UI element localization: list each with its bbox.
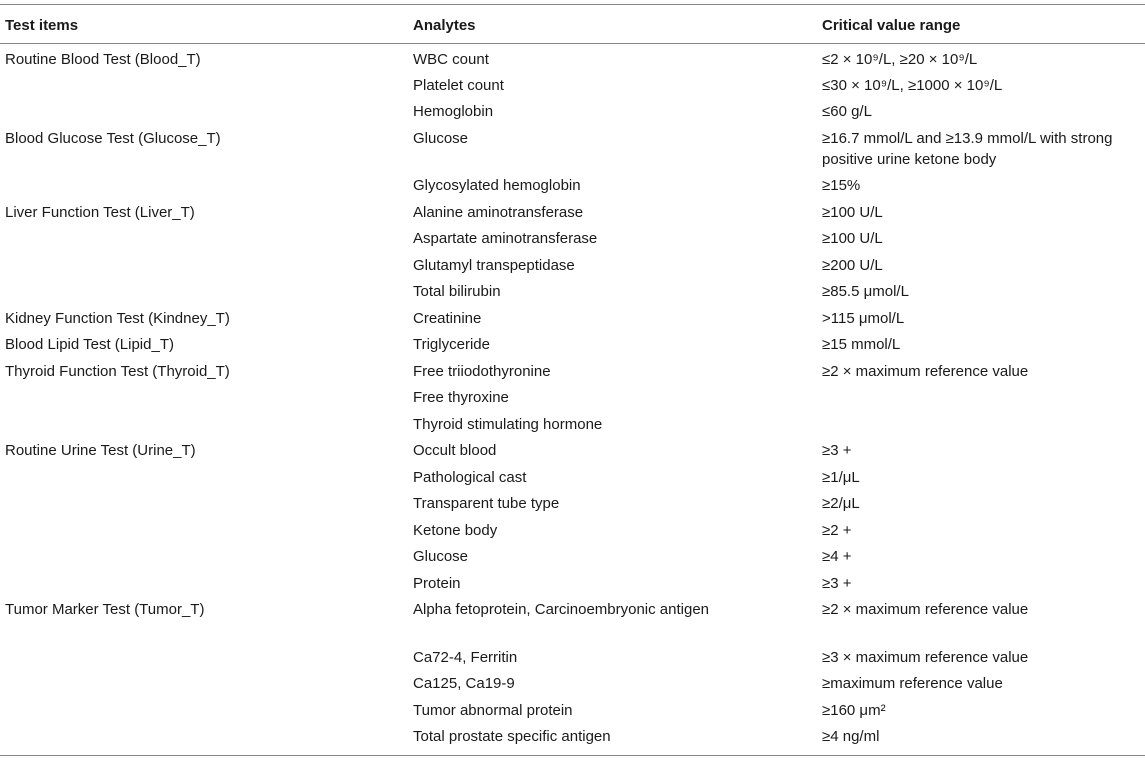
table-row — [0, 277, 1145, 304]
analyte-cell: Total prostate specific antigen — [413, 728, 611, 745]
critical-range-cell: ≥maximum reference value — [822, 675, 1003, 692]
header-critical-value-range: Critical value range — [822, 17, 961, 34]
table-row — [0, 304, 1145, 331]
analyte-cell: Thyroid stimulating hormone — [413, 415, 603, 433]
table-row — [0, 569, 1145, 596]
critical-range-cell: ≥3 + — [822, 442, 852, 459]
table-row — [0, 124, 1145, 172]
table-row — [0, 198, 1145, 225]
analyte-cell: Transparent tube type — [413, 495, 560, 512]
test-item-cell: Thyroid Function Test (Thyroid_T) — [5, 362, 230, 380]
analyte-cell: Glycosylated hemoglobin — [413, 177, 581, 194]
table-row — [0, 436, 1145, 463]
critical-range-cell: ≥3 + — [822, 574, 852, 592]
critical-range-cell: ≥200 U/L — [822, 256, 883, 274]
analyte-cell: Occult blood — [413, 442, 497, 459]
header-analytes: Analytes — [413, 17, 476, 34]
table-row — [0, 463, 1145, 490]
critical-range-cell: ≤30 × 10⁹/L, ≥1000 × 10⁹/L — [822, 76, 1003, 94]
table-row — [0, 330, 1145, 357]
test-item-cell: Routine Blood Test (Blood_T) — [5, 51, 201, 68]
analyte-cell: Ca125, Ca19-9 — [413, 675, 515, 692]
critical-values-table — [0, 4, 1145, 756]
test-item-cell: Kidney Function Test (Kindney_T) — [5, 309, 230, 327]
test-item-cell: Liver Function Test (Liver_T) — [5, 203, 195, 221]
analyte-cell: Tumor abnormal protein — [413, 701, 573, 719]
analyte-cell: Alpha fetoprotein, Carcinoembryonic antigen — [413, 601, 710, 618]
analyte-cell: Ketone body — [413, 521, 498, 539]
critical-range-cell: ≥2/μL — [822, 495, 860, 512]
critical-range-cell: ≤60 g/L — [822, 103, 872, 120]
table-row — [0, 696, 1145, 723]
test-item-cell: Blood Lipid Test (Lipid_T) — [5, 336, 174, 353]
header-test-items: Test items — [5, 17, 79, 34]
critical-range-cell: ≥2 + — [822, 521, 852, 539]
table-row — [0, 595, 1145, 643]
table-row — [0, 669, 1145, 696]
table-row — [0, 171, 1145, 198]
critical-range-cell: ≥100 U/L — [822, 203, 883, 221]
critical-range-cell: ≥1/μL — [822, 468, 860, 486]
analyte-cell: Glucose — [413, 129, 469, 147]
critical-range-cell: ≥2 × maximum reference value — [822, 601, 1029, 618]
analyte-cell: Aspartate aminotransferase — [413, 230, 598, 247]
analyte-cell: Ca72-4, Ferritin — [413, 648, 518, 666]
critical-range-cell: ≥15% — [822, 177, 861, 194]
table-row — [0, 97, 1145, 124]
table-row — [0, 489, 1145, 516]
table-body — [0, 44, 1145, 756]
critical-range-cell: ≥2 × maximum reference value — [822, 362, 1029, 380]
critical-range-cell: ≥15 mmol/L — [822, 336, 901, 353]
table-row — [0, 44, 1145, 71]
analyte-cell: Hemoglobin — [413, 103, 494, 120]
table-row — [0, 357, 1145, 384]
table-row — [0, 410, 1145, 437]
table-row — [0, 542, 1145, 569]
test-item-cell: Routine Urine Test (Urine_T) — [5, 442, 196, 459]
analyte-cell: Platelet count — [413, 76, 504, 94]
analyte-cell: WBC count — [413, 51, 489, 68]
analyte-cell: Pathological cast — [413, 468, 527, 486]
table-header — [0, 5, 1145, 44]
analyte-cell: Creatinine — [413, 309, 482, 327]
critical-range-cell: ≥16.7 mmol/L and ≥13.9 mmol/L with strong positive urine ketone body — [822, 129, 1113, 168]
analyte-cell: Glutamyl transpeptidase — [413, 256, 575, 274]
table-row — [0, 383, 1145, 410]
critical-range-cell: ≥4 + — [822, 548, 852, 565]
table-row — [0, 251, 1145, 278]
table-row — [0, 722, 1145, 749]
critical-range-cell: ≥4 ng/ml — [822, 728, 880, 745]
analyte-cell: Protein — [413, 574, 461, 592]
analyte-cell: Free triiodothyronine — [413, 362, 551, 380]
analyte-cell: Free thyroxine — [413, 389, 509, 406]
table-row — [0, 516, 1145, 543]
analyte-cell: Glucose — [413, 548, 469, 565]
test-item-cell: Blood Glucose Test (Glucose_T) — [5, 129, 221, 147]
analyte-cell: Total bilirubin — [413, 283, 501, 300]
critical-range-cell: ≤2 × 10⁹/L, ≥20 × 10⁹/L — [822, 51, 978, 68]
test-item-cell: Tumor Marker Test (Tumor_T) — [5, 601, 205, 618]
table-row — [0, 643, 1145, 670]
table-row — [0, 71, 1145, 98]
critical-range-cell: >115 μmol/L — [822, 309, 905, 327]
critical-range-cell: ≥160 μm² — [822, 701, 886, 719]
analyte-cell: Triglyceride — [413, 336, 490, 353]
table-row — [0, 224, 1145, 251]
critical-range-cell: ≥3 × maximum reference value — [822, 648, 1029, 666]
critical-range-cell: ≥85.5 μmol/L — [822, 283, 909, 300]
analyte-cell: Alanine aminotransferase — [413, 203, 584, 221]
critical-range-cell: ≥100 U/L — [822, 230, 883, 247]
